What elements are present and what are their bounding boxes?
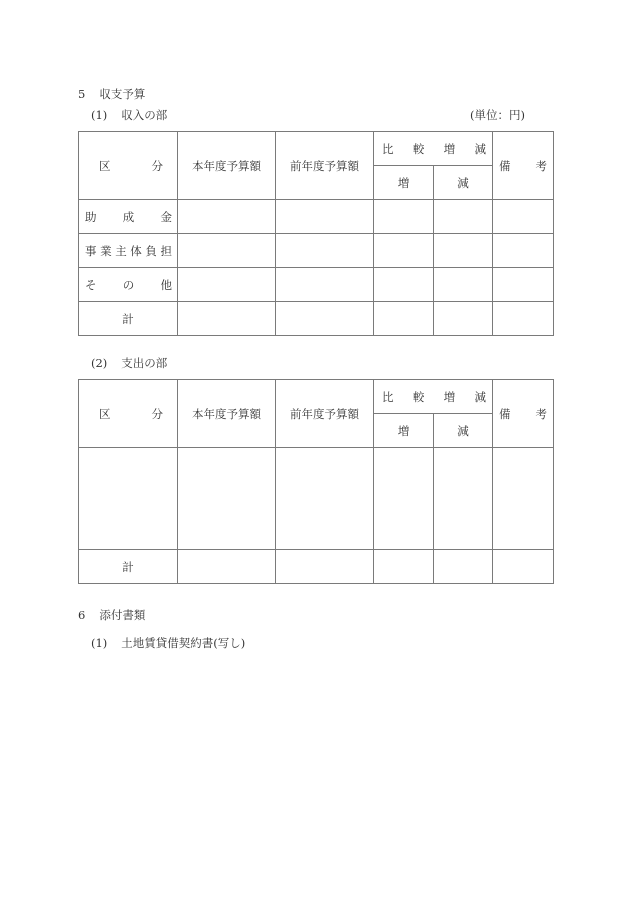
cell-current[interactable] [178, 448, 276, 550]
table-row [79, 448, 554, 550]
cell-decrease[interactable] [434, 234, 493, 268]
subsection-number: (2) [91, 356, 108, 370]
expense-table [78, 379, 554, 584]
section-title: 収支予算 [99, 87, 146, 101]
label-char: 体 [130, 243, 142, 258]
header-decrease: 減 [434, 414, 493, 448]
cell-kubun[interactable] [79, 448, 178, 550]
income-heading [91, 108, 167, 122]
header-text: 減 [474, 389, 486, 404]
cell-decrease[interactable] [434, 448, 493, 550]
cell-total-remarks[interactable] [493, 302, 554, 336]
cell-previous[interactable] [276, 234, 374, 268]
cell-decrease[interactable] [434, 268, 493, 302]
header-remarks [493, 132, 554, 200]
item-number: (1) [91, 636, 108, 650]
header-text: 較 [412, 389, 425, 404]
header-text: 備 [499, 158, 511, 173]
header-text: 考 [535, 406, 547, 421]
cell-current[interactable] [178, 200, 276, 234]
cell-remarks[interactable] [493, 448, 554, 550]
cell-increase[interactable] [374, 200, 434, 234]
header-text: 区 [99, 406, 111, 421]
header-text: 比 [382, 141, 394, 156]
header-text: 較 [412, 141, 425, 156]
header-text: 分 [151, 158, 163, 173]
item-text: 土地賃貸借契約書(写し) [121, 636, 246, 650]
header-text: 分 [151, 406, 163, 421]
cell-total-increase[interactable] [374, 550, 434, 584]
table-row [79, 234, 554, 268]
subsection-title: 支出の部 [121, 356, 168, 370]
header-comparison [374, 380, 493, 414]
section-number: 6 [78, 608, 86, 622]
label-char: 負 [145, 243, 157, 258]
cell-total-previous[interactable] [276, 302, 374, 336]
header-increase: 増 [374, 414, 434, 448]
row-label-operator-share [79, 234, 178, 268]
header-text: 比 [382, 389, 394, 404]
cell-total-previous[interactable] [276, 550, 374, 584]
cell-decrease[interactable] [434, 200, 493, 234]
label-char: 業 [100, 243, 112, 258]
income-table [78, 131, 554, 336]
header-text: 考 [535, 158, 547, 173]
total-row [79, 302, 554, 336]
label-char: そ [85, 277, 97, 292]
expense-heading [91, 356, 167, 370]
header-text: 備 [499, 406, 511, 421]
label-char: 事 [85, 243, 97, 258]
cell-total-remarks[interactable] [493, 550, 554, 584]
header-kubun [79, 380, 178, 448]
cell-remarks[interactable] [493, 268, 554, 302]
cell-previous[interactable] [276, 448, 374, 550]
subsection-number: (1) [91, 108, 108, 122]
header-current-budget: 本年度予算額 [178, 380, 276, 448]
total-label: 計 [79, 302, 178, 336]
label-char: 助 [85, 209, 97, 224]
header-decrease: 減 [434, 166, 493, 200]
cell-total-decrease[interactable] [434, 302, 493, 336]
cell-total-increase[interactable] [374, 302, 434, 336]
label-char: 他 [160, 277, 172, 292]
cell-previous[interactable] [276, 268, 374, 302]
subsection-title: 収入の部 [121, 108, 168, 122]
section-5-heading [78, 87, 145, 101]
cell-increase[interactable] [374, 448, 434, 550]
cell-current[interactable] [178, 234, 276, 268]
total-row [79, 550, 554, 584]
cell-total-current[interactable] [178, 302, 276, 336]
header-current-budget: 本年度予算額 [178, 132, 276, 200]
header-kubun [79, 132, 178, 200]
cell-increase[interactable] [374, 234, 434, 268]
cell-increase[interactable] [374, 268, 434, 302]
cell-current[interactable] [178, 268, 276, 302]
attachment-item [91, 636, 245, 650]
header-increase: 増 [374, 166, 434, 200]
cell-remarks[interactable] [493, 234, 554, 268]
header-text: 区 [99, 158, 111, 173]
header-text: 増 [443, 141, 456, 156]
row-label-subsidy [79, 200, 178, 234]
label-char: の [122, 277, 135, 292]
total-label: 計 [79, 550, 178, 584]
table-row [79, 268, 554, 302]
label-char: 担 [160, 243, 172, 258]
header-text: 増 [443, 389, 456, 404]
header-text: 減 [474, 141, 486, 156]
cell-previous[interactable] [276, 200, 374, 234]
label-char: 主 [115, 243, 127, 258]
header-previous-budget: 前年度予算額 [276, 380, 374, 448]
section-number: 5 [78, 87, 86, 101]
header-comparison [374, 132, 493, 166]
label-char: 金 [160, 209, 172, 224]
header-remarks [493, 380, 554, 448]
section-6-heading [78, 608, 145, 622]
label-char: 成 [122, 209, 135, 224]
table-row [79, 200, 554, 234]
cell-total-current[interactable] [178, 550, 276, 584]
cell-total-decrease[interactable] [434, 550, 493, 584]
cell-remarks[interactable] [493, 200, 554, 234]
section-title: 添付書類 [99, 608, 146, 622]
row-label-other [79, 268, 178, 302]
unit-label: (単位：円) [470, 108, 525, 122]
header-previous-budget: 前年度予算額 [276, 132, 374, 200]
